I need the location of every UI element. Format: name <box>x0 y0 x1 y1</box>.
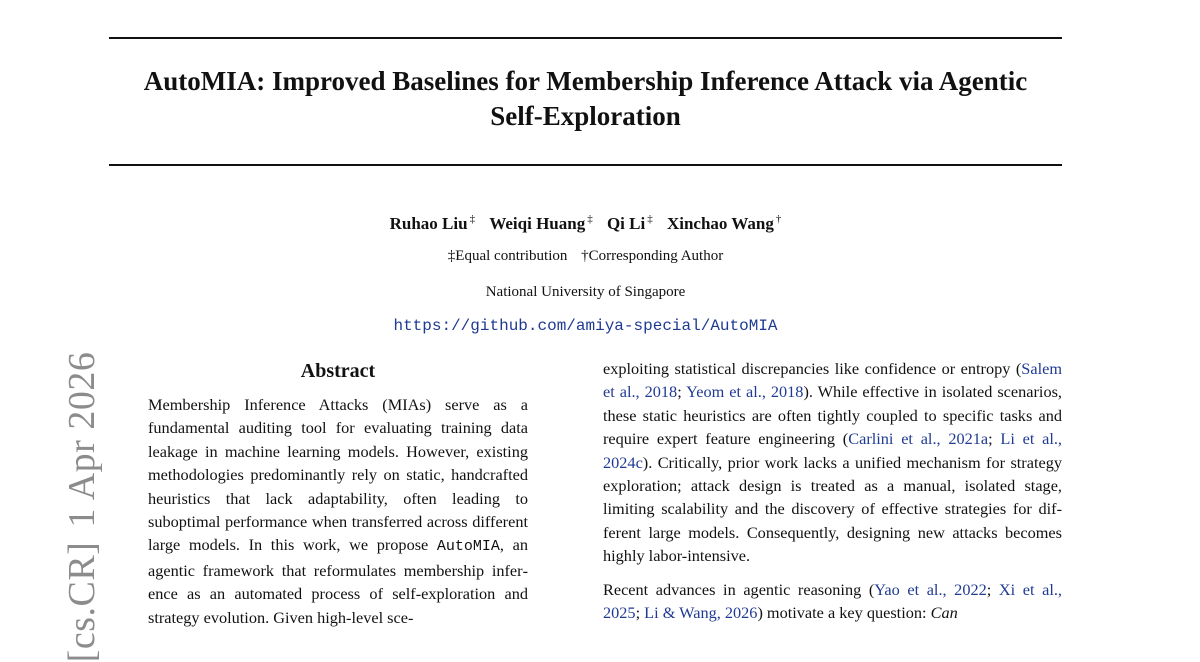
arxiv-sidebar-stamp <box>60 338 104 662</box>
author-weiqi-huang <box>489 214 592 233</box>
intro-text: ) motivate a key question: <box>757 603 931 623</box>
citation-separator: ; <box>635 603 645 623</box>
author-xinchao-wang <box>667 214 781 233</box>
abstract-body <box>148 393 528 629</box>
arxiv-date: 1 Apr 2026 <box>61 351 103 528</box>
abstract-text-2: , an agentic framework that reformulates membership inference as an automated process of self-exploration and strategy evolution. Given high-level sce- <box>148 535 528 627</box>
title-bottom-rule <box>109 164 1062 166</box>
title-top-rule <box>109 37 1062 39</box>
author-notes <box>109 246 1062 266</box>
author-mark: † <box>775 213 782 225</box>
intro-text: Recent advances in agentic reasoning ( <box>603 579 875 599</box>
author-name: Xinchao Wang <box>666 213 774 233</box>
author-name: Ruhao Liu <box>389 213 468 233</box>
system-name: AutoMIA <box>436 538 500 556</box>
citation-separator: ; <box>988 429 1001 449</box>
citation-link[interactable]: Li & Wang, 2026 <box>644 603 758 623</box>
author-qi-li <box>607 214 653 233</box>
abstract-paragraph <box>148 393 528 629</box>
paper-title <box>109 64 1062 134</box>
intro-text: ). While effective in isolated scenarios, these static heuristics are often tightly coupled to specific tasks and require expert feature engineering ( <box>603 382 1062 449</box>
introduction-body <box>603 357 1062 624</box>
citation-separator: ; <box>677 382 687 402</box>
author-name: Qi Li <box>606 213 646 233</box>
citation-link[interactable]: Xi et al., 2025 <box>603 579 1062 623</box>
abstract-text-1: Membership Inference Attacks (MIAs) serve as a fundamental auditing tool for evaluating training data leakage in machine learning models. However, existing methodologies predominantly rely on static, handcrafted heuristics that lack adaptability, often leading to suboptimal performance when transferred across different large models. In this work, we propose <box>148 395 528 555</box>
arxiv-category: [cs.CR] <box>61 541 103 662</box>
author-mark: ‡ <box>587 213 593 225</box>
intro-paragraph-1 <box>603 357 1062 568</box>
citation-link[interactable]: Li et al., 2024c <box>603 429 1063 472</box>
citation-separator: ; <box>986 579 999 599</box>
repository-link[interactable]: https://github.com/amiya-special/AutoMIA <box>393 317 778 335</box>
abstract-heading: Abstract <box>300 360 376 382</box>
intro-text: ). Critically, prior work lacks a unified mechanism for strategy exploration; attack design is treated as a manual, isolated stage, limiting scalability and the discovery of effective strategies for different large models. Consequently, designing new attacks becomes highly labor-intensive. <box>603 452 1062 566</box>
author-mark: ‡ <box>647 213 653 225</box>
paper-title-line-2: Self-Exploration <box>490 101 681 131</box>
corresponding-author-note: †Corresponding Author <box>581 248 724 264</box>
author-name: Weiqi Huang <box>489 213 586 233</box>
equal-contribution-note: ‡Equal contribution <box>447 248 568 264</box>
citation-link[interactable]: Yeom et al., 2018 <box>686 382 804 402</box>
citation-link[interactable]: Carlini et al., 2021a <box>848 429 989 449</box>
intro-text: exploiting statistical discrepancies like confidence or entropy ( <box>603 359 1022 378</box>
author-ruhao-liu <box>390 214 475 233</box>
paper-title-line-1: AutoMIA: Improved Baselines for Membership Inference Attack via Agentic <box>143 66 1028 96</box>
citation-link[interactable]: Salem et al., 2018 <box>603 359 1062 402</box>
intro-emphasis: Can <box>930 603 958 623</box>
author-list <box>109 208 1062 235</box>
author-mark: ‡ <box>469 213 476 225</box>
intro-paragraph-2 <box>603 578 1062 625</box>
citation-link[interactable]: Yao et al., 2022 <box>874 579 987 599</box>
affiliation: National University of Singapore <box>485 284 686 300</box>
